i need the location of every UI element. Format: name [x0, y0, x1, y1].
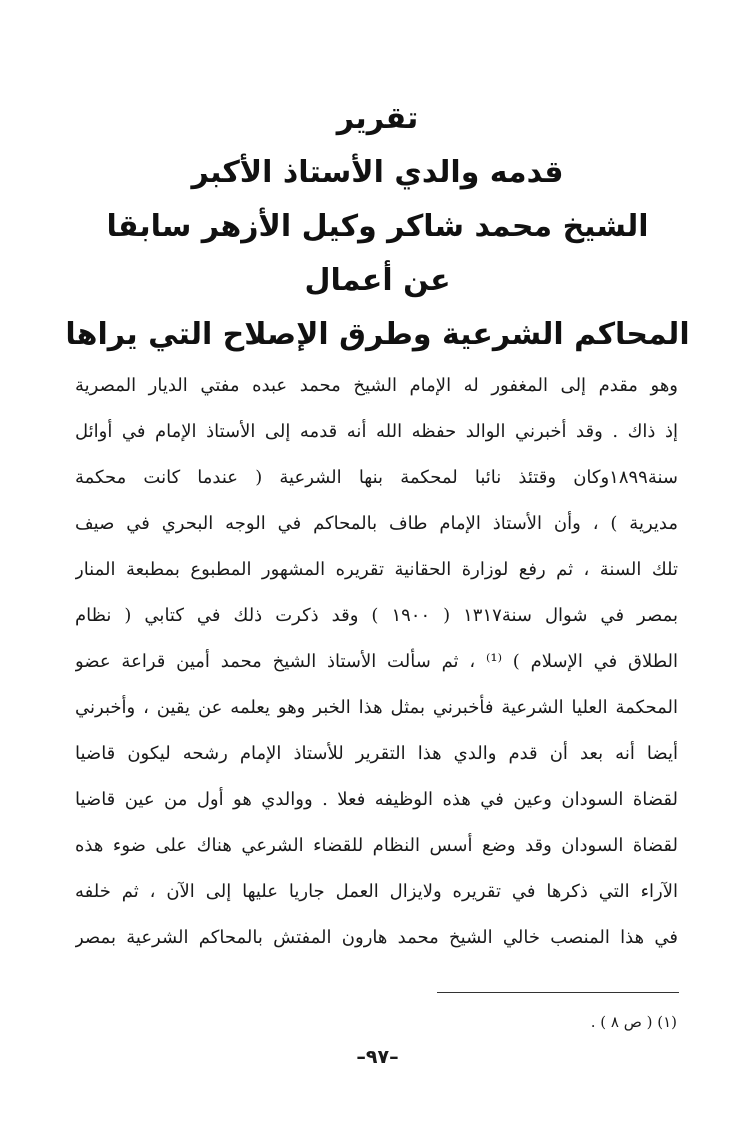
text-line: لقضاة السودان وقد وضع أسس النظام للقضاء الشرعي هناك على ضوء هذه [75, 835, 678, 856]
title-line: الشيخ محمد شاكر وكيل الأزهر سابقا [106, 209, 649, 244]
text-line: في هذا المنصب خالي الشيخ محمد هارون المفتش بالمحاكم الشرعية بمصر [75, 927, 678, 948]
body-paragraph [75, 363, 678, 961]
title-line: المحاكم الشرعية وطرق الإصلاح التي يراها [65, 317, 690, 352]
text-line: وهو مقدم إلى المغفور له الإمام الشيخ محمد عبده مفتي الديار المصرية [75, 375, 678, 396]
page-number: –٩٧– [356, 1046, 399, 1068]
footnote-divider [437, 992, 679, 993]
text-line: الطلاق في الإسلام ) ⁽¹⁾ ، ثم سألت الأستاذ الشيخ محمد أمين قراعة عضو [75, 651, 678, 672]
text-line: بمصر في شوال سنة١٣١٧ ( ١٩٠٠ ) وقد ذكرت ذلك في كتابي ( نظام [75, 605, 678, 626]
footnote: (١) ( ص ٨ ) . [590, 1013, 677, 1031]
text-line: أيضا أنه بعد أن قدم والدي هذا التقرير للأستاذ الإمام رشحه ليكون قاضيا [75, 743, 678, 764]
report-title [0, 92, 755, 362]
title-line: عن أعمال [304, 263, 451, 298]
text-line: لقضاة السودان وعين في هذه الوظيفه فعلا . ووالدي هو أول من عين قاضيا [75, 789, 678, 810]
text-line: الآراء التي ذكرها في تقريره ولايزال العمل جاريا عليها إلى الآن ، ثم خلفه [75, 881, 678, 902]
text-line: المحكمة العليا الشرعية فأخبرني بمثل هذا الخبر وهو يعلمه عن يقين ، وأخبرني [75, 697, 678, 718]
title-line: قدمه والدي الأستاذ الأكبر [191, 155, 564, 190]
title-line: تقرير [336, 101, 419, 136]
text-line: إذ ذاك . وقد أخبرني الوالد حفظه الله أنه قدمه إلى الأستاذ الإمام في أوائل [75, 421, 678, 442]
text-line: مديرية ) ، وأن الأستاذ الإمام طاف بالمحاكم في الوجه البحري في صيف [75, 513, 678, 534]
text-line: تلك السنة ، ثم رفع لوزارة الحقانية تقريره المشهور المطبوع بمطبعة المنار [75, 559, 678, 580]
text-line: سنة١٨٩٩وكان وقتئذ نائبا لمحكمة بنها الشرعية ( عندما كانت محكمة [75, 467, 678, 488]
